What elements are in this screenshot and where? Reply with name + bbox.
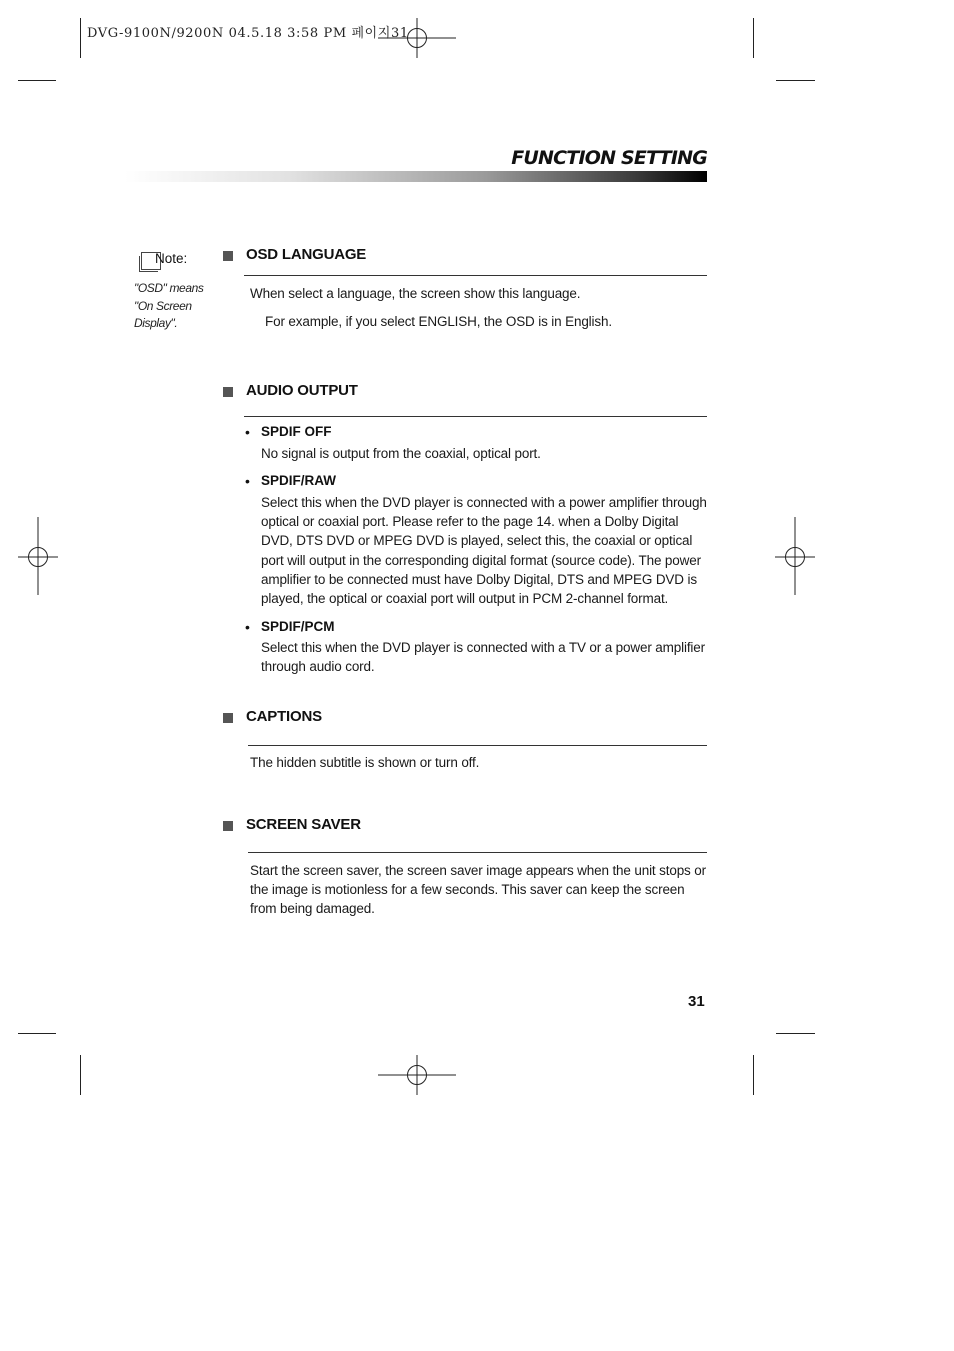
heading-captions: CAPTIONS <box>246 708 322 725</box>
section-bullet-icon <box>223 251 233 261</box>
divider <box>244 416 707 417</box>
spdif-pcm-label: SPDIF/PCM <box>261 619 335 634</box>
crop-mark <box>753 1055 754 1095</box>
spdif-raw-text: Select this when the DVD player is connected with a power amplifier through optical or coaxial port. Please refer to the page 14. when a Dolby Digital DVD, DTS DVD or MPEG DVD is played, select this, the coaxial or optical port will output in the corresponding digital format (source code). The power amplifier to be connected must have Dolby Digital, DTS and MPEG DVD is played, the optical or coaxial port will output in PCM 2-channel format. <box>261 495 707 607</box>
osd-language-line1: When select a language, the screen show this language. <box>250 286 581 301</box>
screen-saver-text: Start the screen saver, the screen saver image appears when the unit stops or the image is motionless for a few seconds. This saver can keep the screen from being damaged. <box>250 863 706 917</box>
bullet-icon: • <box>245 473 250 489</box>
section-title: FUNCTION SETTING <box>511 147 707 169</box>
crop-mark <box>18 80 56 81</box>
bullet-icon: • <box>245 619 250 635</box>
page-number: 31 <box>688 993 705 1010</box>
spdif-off-label: SPDIF OFF <box>261 424 332 439</box>
print-slug: DVG-9100N/9200N 04.5.18 3:58 PM 페이지31 <box>87 26 409 41</box>
section-bullet-icon <box>223 387 233 397</box>
crop-mark <box>753 18 754 58</box>
osd-language-line2: For example, if you select ENGLISH, the OSD is in English. <box>265 314 612 329</box>
registration-mark-icon <box>775 517 817 597</box>
crop-mark <box>80 18 81 58</box>
section-bullet-icon <box>223 821 233 831</box>
heading-osd-language: OSD LANGUAGE <box>246 246 367 263</box>
note-label: Note: <box>155 251 188 266</box>
bullet-icon: • <box>245 424 250 440</box>
crop-mark <box>776 80 815 81</box>
spdif-off-text: No signal is output from the coaxial, optical port. <box>261 446 541 461</box>
section-bullet-icon <box>223 713 233 723</box>
registration-mark-icon <box>378 1055 458 1097</box>
registration-mark-icon <box>18 517 60 597</box>
divider <box>248 745 707 746</box>
note-text: "OSD" means "On Screen Display". <box>134 281 204 330</box>
heading-audio-output: AUDIO OUTPUT <box>246 382 358 399</box>
header-gradient-bar <box>125 171 707 182</box>
heading-screen-saver: SCREEN SAVER <box>246 816 361 833</box>
divider <box>248 852 707 853</box>
spdif-pcm-text: Select this when the DVD player is connected with a TV or a power amplifier through audio cord. <box>261 640 705 675</box>
crop-mark <box>776 1033 815 1034</box>
crop-mark <box>18 1033 56 1034</box>
spdif-raw-label: SPDIF/RAW <box>261 473 337 488</box>
divider <box>244 275 707 276</box>
captions-text: The hidden subtitle is shown or turn off. <box>250 755 480 770</box>
crop-mark <box>80 1055 81 1095</box>
